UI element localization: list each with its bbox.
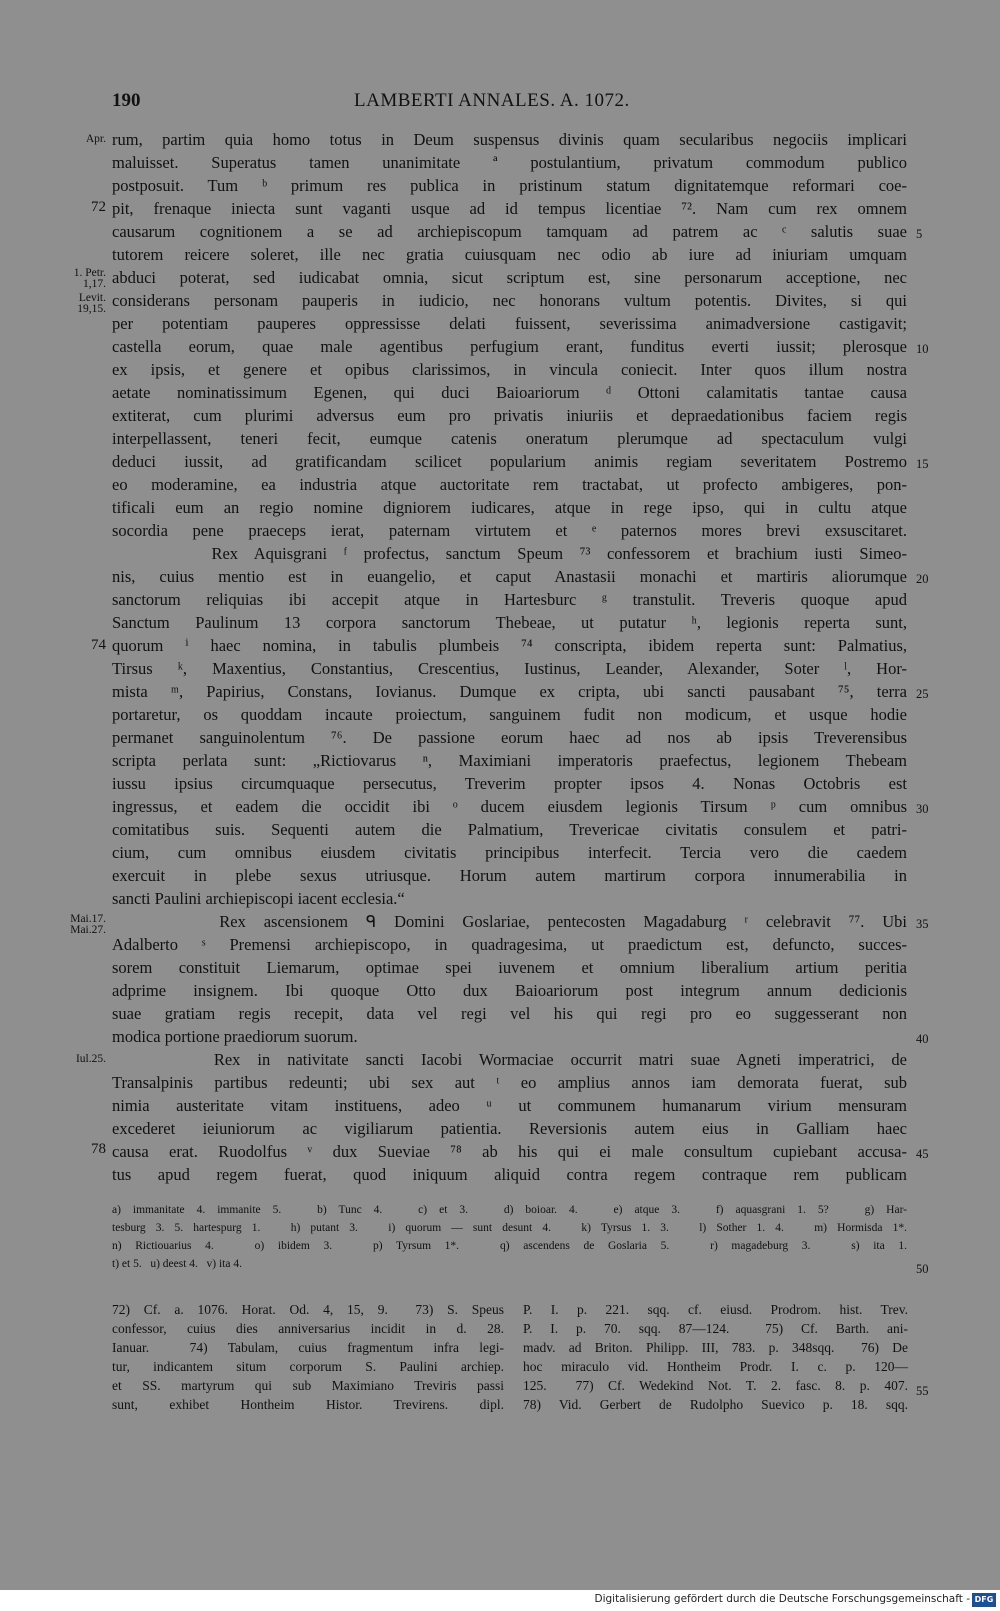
page-header bbox=[112, 90, 912, 120]
text-line: per potentiam pauperes oppressisse delati fuissent, severissima animadversione castigavit; bbox=[112, 314, 907, 333]
text-line: modica portione praediorum suorum. bbox=[112, 1027, 358, 1046]
line-number: 45 bbox=[916, 1147, 929, 1161]
footnote-line: confessor, cuius dies anniversarius incidit in d. 28. bbox=[112, 1321, 504, 1336]
text-line: aetate nominatissimum Egenen, qui duci Baioariorum ᵈ Ottoni calamitatis tantae causa bbox=[112, 383, 907, 402]
page-number: 190 bbox=[112, 90, 141, 111]
text-line: castella eorum, quae male agentibus perfugium erant, funditus everti iussit; plerosque bbox=[112, 337, 907, 356]
text-line: portaretur, os quoddam incaute proiectum, sanguinem fudit non modicum, et usque hodie bbox=[112, 705, 907, 724]
text-line: maluisset. Superatus tamen unanimitate ª postulantium, privatum commodum publico bbox=[112, 153, 907, 172]
text-line: excederet ieiuniorum ac vigiliarum patientia. Reversionis autem eius in Galliam haec bbox=[112, 1119, 907, 1138]
variant-note-line: n) Rictiouarius 4. o) ibidem 3. p) Tyrsum 1*. q) ascendens de Goslaria 5. r) magadeburg 3. s) ita 1. bbox=[112, 1240, 907, 1252]
variant-note-line: a) immanitate 4. immanite 5. b) Tunc 4. c) et 3. d) boioar. 4. e) atque 3. f) aquasgrani 1. 5? g) Har- bbox=[112, 1204, 907, 1216]
text-line: socordia pene praeceps ierat, paternam virtutem et ᵉ paternos mores brevi exsuscitaret. bbox=[112, 521, 907, 540]
line-number: 40 bbox=[916, 1032, 929, 1046]
text-line: adprime insignem. Ibi quoque Otto dux Baioariorum post integrum annum dedicionis bbox=[112, 981, 907, 1000]
funding-credit: Digitalisierung gefördert durch die Deutsche Forschungsgemeinschaft - bbox=[594, 1593, 970, 1605]
text-line: scripta perlata sunt: „Rictiovarus ⁿ, Maximiani imperatoris praefectus, legionem Thebeam bbox=[112, 751, 907, 770]
text-line: exercuit in plebe sexus utriusque. Horum autem martirum corpora innumerabilia in bbox=[112, 866, 907, 885]
text-line: causarum cognitionem a se ad archiepiscopum tamquam ad patrem ac ᶜ salutis suae bbox=[112, 222, 907, 241]
text-line: Tirsus ᵏ, Maxentius, Constantius, Crescentius, Iustinus, Leander, Alexander, Soter ˡ, Hor- bbox=[112, 659, 907, 678]
text-line: tificali eum an regio nomine digniorem iudicares, atque in rege ipso, qui in cultu atque bbox=[112, 498, 907, 517]
running-title: LAMBERTI ANNALES. A. 1072. bbox=[354, 90, 630, 111]
text-line: comitatibus suis. Sequenti autem die Palmatium, Trevericae civitatis consulem et patri- bbox=[112, 820, 907, 839]
margin-note: Levit. 19,15. bbox=[77, 292, 106, 315]
line-number: 15 bbox=[916, 457, 929, 471]
text-line: nis, cuius mentio est in euangelio, et caput Anastasii monachi et martiris aliorumque bbox=[112, 567, 907, 586]
text-line: Transalpinis partibus redeunti; ubi sex aut ᵗ eo amplius annos iam demorata fuerat, sub bbox=[112, 1073, 907, 1092]
variant-note-line: tesburg 3. 5. hartespurg 1. h) putant 3. i) quorum — sunt desunt 4. k) Tyrsus 1. 3. l) Sother 1. 4. m) Hormisda 1*. bbox=[112, 1222, 907, 1234]
footnote-line: Ianuar. 74) Tabulam, cuius fragmentum infra legi- bbox=[112, 1340, 504, 1355]
text-line: abduci poterat, sed iudicabat omnia, sicut scriptum est, sine personarum acceptione, nec bbox=[112, 268, 907, 287]
footnote-line: 72) Cf. a. 1076. Horat. Od. 4, 15, 9. 73) S. Speus bbox=[112, 1302, 504, 1317]
footnote-line: et SS. martyrum qui sub Maximiano Treviris passi bbox=[112, 1378, 504, 1393]
text-line: rum, partim quia homo totus in Deum suspensus divinis quam secularibus negociis implicari bbox=[112, 130, 907, 149]
text-line: iussu ipsius circumquaque persecutus, Treverim propter ipsos 4. Nonas Octobris est bbox=[112, 774, 907, 793]
line-number: 20 bbox=[916, 572, 929, 586]
line-number: 5 bbox=[916, 227, 923, 241]
credit-bar bbox=[0, 1590, 1000, 1611]
footnote-line: P. I. p. 221. sqq. cf. eiusd. Prodrom. hist. Trev. bbox=[523, 1302, 908, 1317]
text-line: cium, cum omnibus eiusdem civitatis principibus interfecit. Tercia vero die caedem bbox=[112, 843, 907, 862]
line-number: 35 bbox=[916, 917, 929, 931]
text-line: ingressus, et eadem die occidit ibi ᵒ ducem eiusdem legionis Tirsum ᵖ cum omnibus bbox=[112, 797, 907, 816]
margin-note: 1. Petr. 1,17. bbox=[73, 267, 106, 290]
footnote-line: hoc miraculo vid. Hontheim Prodr. I. c. p. 120— bbox=[523, 1359, 908, 1374]
line-number: 25 bbox=[916, 687, 929, 701]
line-number: 10 bbox=[916, 342, 929, 356]
footnote-line: tur, indicantem situm corporum S. Paulini archiep. bbox=[112, 1359, 504, 1374]
margin-note: Apr. bbox=[85, 133, 106, 145]
text-line: causa erat. Ruodolfus ᵛ dux Sueviae ⁷⁸ ab his qui ei male consultum cupiebant accusa- bbox=[112, 1142, 907, 1161]
text-line: sanctorum reliquias ibi accepit atque in Hartesburc ᵍ transtulit. Treveris quoque apud bbox=[112, 590, 907, 609]
footnote-line: 125. 77) Cf. Wedekind Not. T. 2. fasc. 8. p. 407. bbox=[523, 1378, 908, 1393]
text-line: tutorem reicere soleret, ille nec gratia cuiusquam nec odio ab iure ad iniuriam umquam bbox=[112, 245, 907, 264]
text-line: Rex ascensionem ᑫ Domini Goslariae, pentecosten Magadaburg ʳ celebravit ⁷⁷. Ubi bbox=[112, 912, 907, 931]
text-line: extiterat, cum plurimi adversus eum pro privatis iniuriis et depraedationibus faciem regis bbox=[112, 406, 907, 425]
footnote-line: madv. ad Briton. Philipp. III, 783. p. 348sqq. 76) De bbox=[523, 1340, 908, 1355]
text-line: pit, frenaque iniecta sunt vaganti usque ad id tempus licentiae ⁷². Nam cum rex omnem bbox=[112, 199, 907, 218]
line-number: 30 bbox=[916, 802, 929, 816]
margin-note: Mai.17. Mai.27. bbox=[70, 913, 106, 936]
line-number: 55 bbox=[916, 1384, 929, 1398]
footnote-line: 78) Vid. Gerbert de Rudolpho Suevico p. 18. sqq. bbox=[523, 1397, 908, 1412]
margin-note: 72 bbox=[91, 199, 106, 215]
text-line: quorum ⁱ haec nomina, in tabulis plumbeis ⁷⁴ conscripta, ibidem reperta sunt: Palmatius, bbox=[112, 636, 907, 655]
line-number: 50 bbox=[916, 1262, 929, 1276]
text-line: ex ipsis, et genere et opibus clarissimos, in vincula coniecit. Inter quos illum nostra bbox=[112, 360, 907, 379]
text-line: Sanctum Paulinum 13 corpora sanctorum Thebeae, ut putatur ʰ, legionis reperta sunt, bbox=[112, 613, 907, 632]
footnote-line: P. I. p. 70. sqq. 87—124. 75) Cf. Barth. ani- bbox=[523, 1321, 908, 1336]
text-line: Rex in nativitate sancti Iacobi Wormaciae occurrit matri suae Agneti imperatrici, de bbox=[112, 1050, 907, 1069]
text-line: deduci iussit, ad gratificandam scilicet popularium animis regiam severitatem Postremo bbox=[112, 452, 907, 471]
text-line: sorem constituit Liemarum, optimae spei iuvenem et omnium liberalium artium peritia bbox=[112, 958, 907, 977]
margin-note: Iul.25. bbox=[75, 1053, 106, 1065]
text-line: eo moderamine, ea industria atque auctoritate rem tractabat, ut profecto ambigeres, pon- bbox=[112, 475, 907, 494]
text-line: sancti Paulini archiepiscopi iacent ecclesia.“ bbox=[112, 889, 405, 908]
text-line: mista ᵐ, Papirius, Constans, Iovianus. Dumque ex cripta, ubi sancti pausabant ⁷⁵, terra bbox=[112, 682, 907, 701]
variant-note-line: t) et 5. u) deest 4. v) ita 4. bbox=[112, 1258, 242, 1270]
text-line: nimia austeritate vitam instituens, adeo ᵘ ut communem humanarum virium mensuram bbox=[112, 1096, 907, 1115]
text-line: tus apud regem fuerat, quod iniquum aliquid contra regem contraque rem publicam bbox=[112, 1165, 907, 1184]
footnote-line: sunt, exhibet Hontheim Histor. Trevirens. dipl. bbox=[112, 1397, 504, 1412]
text-line: suae gratiam regis recepit, data vel regi vel his qui regi pro eo suggesserant non bbox=[112, 1004, 907, 1023]
dfg-logo: DFG bbox=[972, 1593, 996, 1607]
text-line: postposuit. Tum ᵇ primum res publica in pristinum statum dignitatemque reformari coe- bbox=[112, 176, 907, 195]
text-line: permanet sanguinolentum ⁷⁶. De passione eorum haec ad nos ab ipsis Treverensibus bbox=[112, 728, 907, 747]
margin-note: 78 bbox=[91, 1141, 106, 1157]
margin-note: 74 bbox=[91, 637, 106, 653]
text-line: Adalberto ˢ Premensi archiepiscopo, in quadragesima, ut praedictum est, defuncto, succes- bbox=[112, 935, 907, 954]
text-line: Rex Aquisgrani ᶠ profectus, sanctum Speum ⁷³ confessorem et brachium iusti Simeo- bbox=[112, 544, 907, 563]
text-line: interpellassent, teneri fecit, eumque catenis oneratum plerumque ad spectaculum vulgi bbox=[112, 429, 907, 448]
text-line: considerans personam pauperis in iudicio, nec honorans vultum potentis. Divites, si qui bbox=[112, 291, 907, 310]
